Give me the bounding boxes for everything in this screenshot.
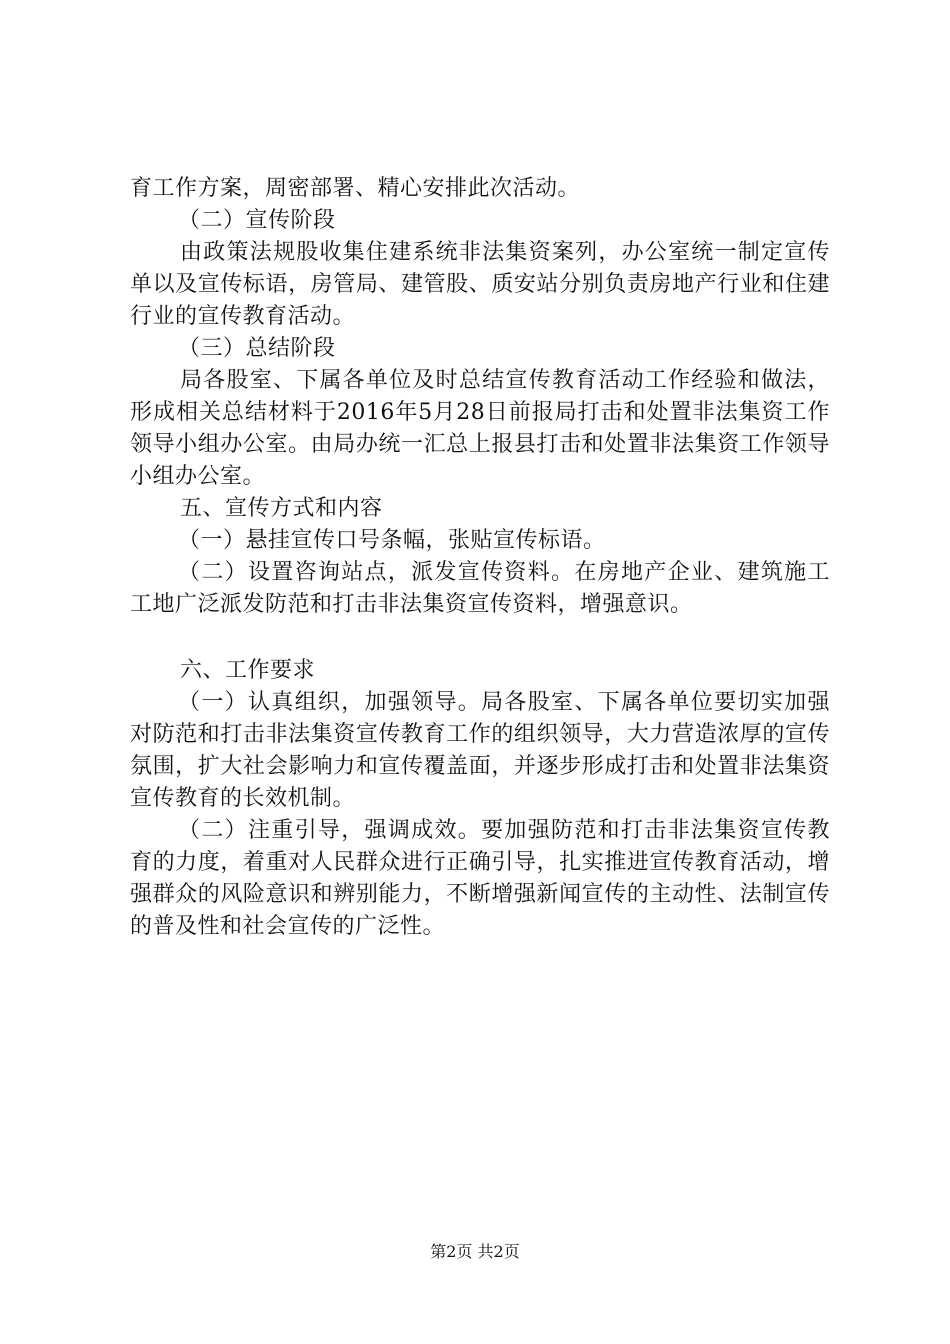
- heading-section-six: 六、工作要求: [180, 658, 316, 683]
- paragraph-banners: （一）悬挂宣传口号条幅，张贴宣传标语。: [178, 528, 606, 553]
- paragraph-publicity-stage: 由政策法规股收集住建系统非法集资案列，办公室统一制定宣传单以及宣传标语，房管局、建管股、质安站分别负责房地产行业和住建行业的宣传教育活动。: [130, 240, 830, 329]
- paragraph-continuation: 育工作方案，周密部署、精心安排此次活动。: [130, 176, 581, 201]
- document-body: [130, 173, 830, 943]
- paragraph-organize: （一）认真组织，加强领导。局各股室、下属各单位要切实加强对防范和打击非法集资宣传教育工作的组织领导，大力营造浓厚的宣传氛围，扩大社会影响力和宣传覆盖面，并逐步形成打击和处置非法集资宣传教育的长效机制。: [130, 690, 830, 811]
- heading-section-five: 五、宣传方式和内容: [180, 496, 383, 521]
- paragraph-guidance: （二）注重引导，强调成效。要加强防范和打击非法集资宣传教育的力度，着重对人民群众进行正确引导，扎实推进宣传教育活动，增强群众的风险意识和辨别能力，不断增强新闻宣传的主动性、法制宣传的普及性和社会宣传的广泛性。: [130, 818, 830, 939]
- paragraph-summary-stage: 局各股室、下属各单位及时总结宣传教育活动工作经验和做法，形成相关总结材料于2016年5月28日前报局打击和处置非法集资工作领导小组办公室。由局办统一汇总上报县打击和处置非法集资工作领导小组办公室。: [130, 368, 830, 489]
- heading-publicity-stage: （二）宣传阶段: [178, 208, 336, 233]
- page-number-footer: 第2页 共2页: [430, 1242, 520, 1261]
- paragraph-consultation: （二）设置咨询站点，派发宣传资料。在房地产企业、建筑施工工地广泛派发防范和打击非法集资宣传资料，增强意识。: [130, 560, 830, 617]
- paragraph-gap: [130, 621, 830, 655]
- heading-summary-stage: （三）总结阶段: [178, 336, 336, 361]
